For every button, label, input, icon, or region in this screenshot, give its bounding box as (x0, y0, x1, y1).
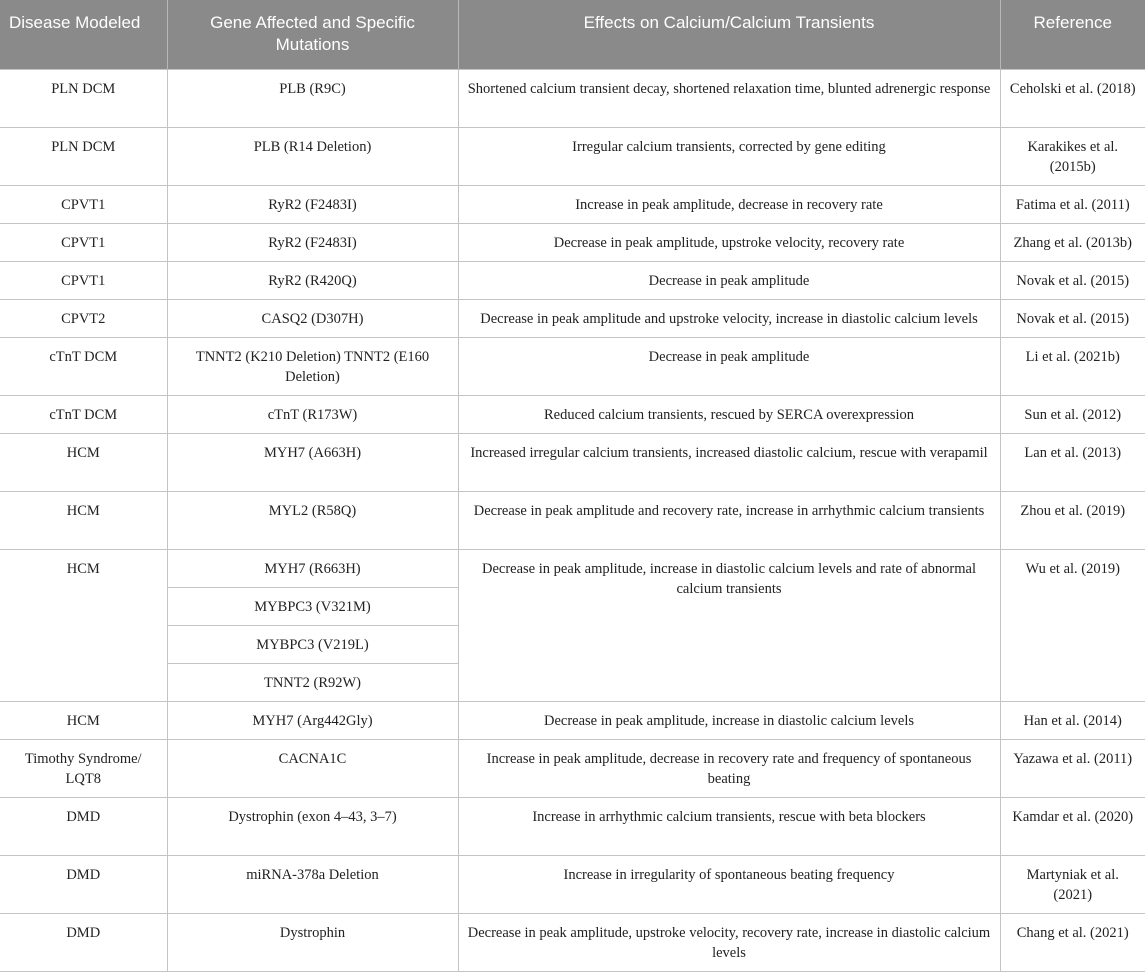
disease-cell: DMD (0, 855, 167, 913)
reference-cell: Wu et al. (2019) (1000, 549, 1145, 701)
effect-cell: Decrease in peak amplitude, upstroke velocity, recovery rate (458, 223, 1000, 261)
reference-cell: Karakikes et al. (2015b) (1000, 127, 1145, 185)
gene-cell: MYL2 (R58Q) (167, 491, 458, 549)
gene-cell: MYBPC3 (V219L) (167, 625, 458, 663)
gene-cell: CACNA1C (167, 739, 458, 797)
reference-cell: Sun et al. (2012) (1000, 395, 1145, 433)
gene-cell: MYH7 (Arg442Gly) (167, 701, 458, 739)
gene-cell: RyR2 (F2483I) (167, 223, 458, 261)
gene-cell: MYH7 (A663H) (167, 433, 458, 491)
table-row (0, 491, 1145, 549)
disease-cell: CPVT1 (0, 185, 167, 223)
disease-cell: HCM (0, 549, 167, 701)
effect-cell: Reduced calcium transients, rescued by SERCA overexpression (458, 395, 1000, 433)
reference-cell: Zhang et al. (2013b) (1000, 223, 1145, 261)
table-row (0, 261, 1145, 299)
disease-cell: cTnT DCM (0, 337, 167, 395)
gene-cell: RyR2 (F2483I) (167, 185, 458, 223)
table-row (0, 855, 1145, 913)
header-reference: Reference (1000, 0, 1145, 69)
header-effect: Effects on Calcium/Calcium Transients (458, 0, 1000, 69)
gene-cell: PLB (R9C) (167, 69, 458, 127)
effect-cell: Increase in peak amplitude, decrease in recovery rate (458, 185, 1000, 223)
reference-cell: Kamdar et al. (2020) (1000, 797, 1145, 855)
disease-cell: Timothy Syndrome/ LQT8 (0, 739, 167, 797)
table-row (0, 223, 1145, 261)
disease-cell: DMD (0, 913, 167, 971)
gene-cell: CASQ2 (D307H) (167, 299, 458, 337)
disease-cell: PLN DCM (0, 127, 167, 185)
effect-cell: Increase in peak amplitude, decrease in recovery rate and frequency of spontaneous beating (458, 739, 1000, 797)
effect-cell: Decrease in peak amplitude (458, 261, 1000, 299)
effect-cell: Increase in irregularity of spontaneous beating frequency (458, 855, 1000, 913)
reference-cell: Yazawa et al. (2011) (1000, 739, 1145, 797)
table-row (0, 185, 1145, 223)
disease-cell: HCM (0, 701, 167, 739)
effect-cell: Increase in arrhythmic calcium transients, rescue with beta blockers (458, 797, 1000, 855)
gene-cell: MYH7 (R663H) (167, 549, 458, 587)
effect-cell: Decrease in peak amplitude and recovery rate, increase in arrhythmic calcium transients (458, 491, 1000, 549)
gene-cell: Dystrophin (167, 913, 458, 971)
gene-cell: miRNA-378a Deletion (167, 855, 458, 913)
disease-cell: DMD (0, 797, 167, 855)
header-disease: Disease Modeled (0, 0, 167, 69)
disease-cell: CPVT1 (0, 223, 167, 261)
reference-cell: Han et al. (2014) (1000, 701, 1145, 739)
reference-cell: Novak et al. (2015) (1000, 261, 1145, 299)
table-row (0, 299, 1145, 337)
effect-cell: Decrease in peak amplitude (458, 337, 1000, 395)
header-row (0, 0, 1145, 69)
gene-cell: PLB (R14 Deletion) (167, 127, 458, 185)
table-row (0, 701, 1145, 739)
gene-cell: TNNT2 (K210 Deletion) TNNT2 (E160 Deletion) (167, 337, 458, 395)
reference-cell: Zhou et al. (2019) (1000, 491, 1145, 549)
gene-cell: cTnT (R173W) (167, 395, 458, 433)
table-row (0, 395, 1145, 433)
disease-cell: HCM (0, 433, 167, 491)
disease-cell: CPVT2 (0, 299, 167, 337)
disease-cell: PLN DCM (0, 69, 167, 127)
reference-cell: Novak et al. (2015) (1000, 299, 1145, 337)
gene-cell: RyR2 (R420Q) (167, 261, 458, 299)
effect-cell: Irregular calcium transients, corrected by gene editing (458, 127, 1000, 185)
reference-cell: Ceholski et al. (2018) (1000, 69, 1145, 127)
effect-cell: Increased irregular calcium transients, increased diastolic calcium, rescue with verapamil (458, 433, 1000, 491)
table-row (0, 913, 1145, 971)
gene-cell: TNNT2 (R92W) (167, 663, 458, 701)
table-row (0, 797, 1145, 855)
gene-cell: Dystrophin (exon 4–43, 3–7) (167, 797, 458, 855)
reference-cell: Fatima et al. (2011) (1000, 185, 1145, 223)
table-row (0, 127, 1145, 185)
gene-cell: MYBPC3 (V321M) (167, 587, 458, 625)
effect-cell: Decrease in peak amplitude, increase in diastolic calcium levels (458, 701, 1000, 739)
effect-cell: Decrease in peak amplitude, upstroke velocity, recovery rate, increase in diastolic calcium levels (458, 913, 1000, 971)
disease-cell: cTnT DCM (0, 395, 167, 433)
disease-cell: HCM (0, 491, 167, 549)
effect-cell: Decrease in peak amplitude and upstroke velocity, increase in diastolic calcium levels (458, 299, 1000, 337)
effect-cell: Decrease in peak amplitude, increase in diastolic calcium levels and rate of abnormal calcium transients (458, 549, 1000, 701)
table-row (0, 739, 1145, 797)
reference-cell: Chang et al. (2021) (1000, 913, 1145, 971)
reference-cell: Martyniak et al. (2021) (1000, 855, 1145, 913)
table-row (0, 337, 1145, 395)
reference-cell: Li et al. (2021b) (1000, 337, 1145, 395)
header-gene: Gene Affected and Specific Mutations (167, 0, 458, 69)
disease-cell: CPVT1 (0, 261, 167, 299)
table-row (0, 549, 1145, 587)
reference-cell: Lan et al. (2013) (1000, 433, 1145, 491)
effect-cell: Shortened calcium transient decay, shortened relaxation time, blunted adrenergic response (458, 69, 1000, 127)
table-row (0, 69, 1145, 127)
table-row (0, 433, 1145, 491)
